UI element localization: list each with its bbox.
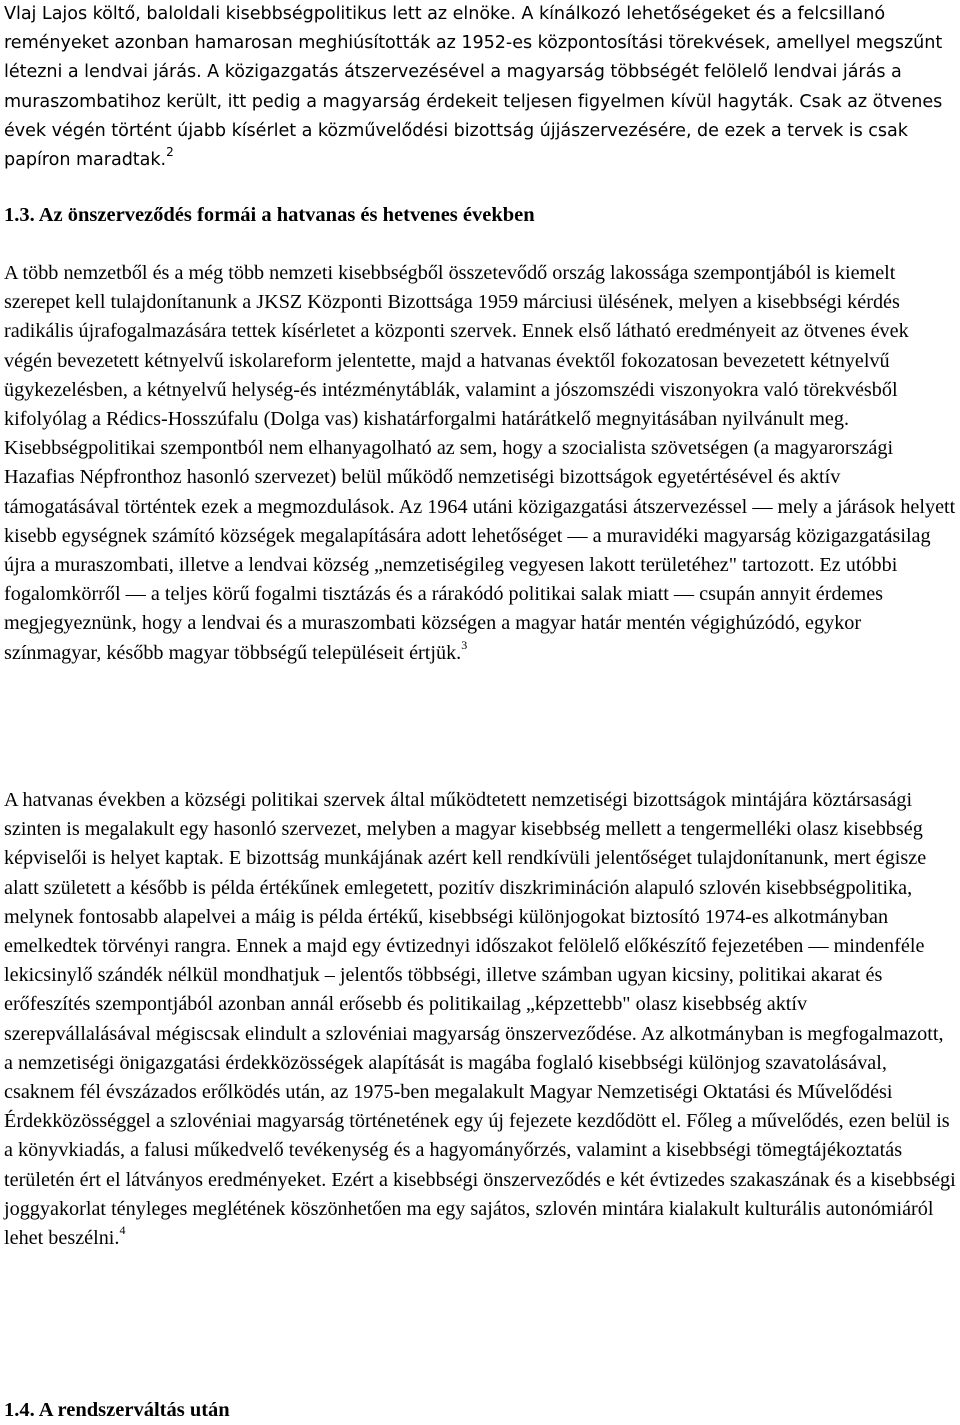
footnote-ref-4: 4 xyxy=(119,1223,126,1238)
paragraph-section-1-3-second xyxy=(4,786,956,1253)
paragraph-section-1-3-second-text: A hatvanas években a községi politikai szervek által működtetett nemzetiségi bizottságok mintájára köztársasági szinten is megalakult egy hasonló szervezet, melyben a magyar kisebbség mellett a tengermelléki olasz kisebbség képviselői is helyet kaptak. E bizottság munkájának azért kell rendkívüli jelentőséget tulajdonítanunk, mert égisze alatt született a később is példa értékűnek emlegetett, pozitív diszkrimináción alapuló szlovén kisebbségpolitika, melynek fontosabb alapelvei a máig is példa értékű, kisebbségi különjogokat biztosító 1974-es alkotmányban emelkedtek törvényi rangra. Ennek a majd egy évtizednyi időszakot felölelő előkészítő fejezetében — mindenféle lekicsinylő szándék nélkül mondhatjuk – jelentős többségi, illetve számban ugyan kicsiny, politikai akarat és erőfeszítés szempontjából azonban annál erősebb és politikailag „képzettebb" olasz kisebbség aktív szerepvállalásával mégiscsak elindult a szlovéniai magyarság önszerveződése. Az alkotmányban is megfogalmazott, a nemzetiségi önigazgatási érdekközösségek alapítását is magába foglaló kisebbségi különjog szavatolásával, csaknem fél évszázados erőlködés után, az 1975-ben megalakult Magyar Nemzetiségi Oktatási és Művelődési Érdekközösséggel a szlovéniai magyarság történetének egy új fejezete kezdődött el. Főleg a művelődés, ezen belül is a könyvkiadás, a falusi műkedvelő tevékenység és a hagyományőrzés, valamint a kisebbségi tömegtájékoztatás területén ért el látványos eredményeket. Ezért a kisebbségi önszerveződés e két évtizedes szakaszának és a kisebbségi joggyakorlat tényleges meglétének köszönhetően ma egy sajátos, szlovén mintára kialakult kulturális autonómiáról lehet beszélni. xyxy=(4,789,956,1250)
footnote-ref-2: 2 xyxy=(166,145,174,160)
paragraph-intro-text: Vlaj Lajos költő, baloldali kisebbségpolitikus lett az elnöke. A kínálkozó lehetőségeket és a felcsillanó reményeket azonban hamarosan meghiúsították az 1952-es központosítási törekvések, amellyel megszűnt létezni a lendvai járás. A közigazgatás átszervezésével a magyarság többségét felölelő lendvai járás a muraszombatihoz került, itt pedig a magyarság érdekeit teljesen figyelmen kívül hagyták. Csak az ötvenes évek végén történt újabb kísérlet a közművelődési bizottság újjászervezésére, de ezek a tervek is csak papíron maradtak. xyxy=(4,4,943,171)
paragraph-section-1-3-first-text: A több nemzetből és a még több nemzeti kisebbségből összetevődő ország lakossága szempontjából is kiemelt szerepet kell tulajdonítanunk a JKSZ Központi Bizottsága 1959 márciusi ülésének, melyen a kisebbségi kérdés radikális újrafogalmazására tettek kísérletet a központi szervek. Ennek első látható eredményeit az ötvenes évek végén bevezetett kétnyelvű iskolareform jelentette, majd a hatvanas évektől fokozatosan bevezetett kétnyelvű ügykezelésben, a kétnyelvű helység-és intézménytáblák, valamint a jószomszédi viszonyokra való törekvésből kifolyólag a Rédics-Hosszúfalu (Dolga vas) kishatárforgalmi határátkelő megnyitásában nyilvánult meg. Kisebbségpolitikai szempontból nem elhanyagolható az sem, hogy a szocialista szövetségen (a magyarországi Hazafias Népfronthoz hasonló szervezet) belül működő nemzetiségi bizottságok egyetértésével és aktív támogatásával történtek ezek a megmozdulások. Az 1964 utáni közigazgatási átszervezéssel — mely a járások helyett kisebb egységnek számító községek megalapítására adott lehetőséget — a muravidéki magyarság közigazgatásilag újra a muraszombati, illetve a lendvai község „nemzetiségileg vegyesen lakott területéhez" tartozott. Ez utóbbi fogalomkörről — a teljes körű fogalmi tisztázás és a rárakódó politikai salak miatt — csupán annyit érdemes megjegyeznünk, hogy a lendvai és a muraszombati községen a magyar határ mentén végighúzódó, egykor színmagyar, később magyar többségű településeit értjük. xyxy=(4,262,956,664)
footnote-ref-3: 3 xyxy=(461,637,468,652)
paragraph-intro xyxy=(4,0,956,175)
paragraph-section-1-3-first xyxy=(4,259,956,668)
section-heading-1-3: 1.3. Az önszerveződés formái a hatvanas és hetvenes években xyxy=(4,204,535,226)
section-heading-1-4: 1.4. A rendszerváltás után xyxy=(4,1399,230,1421)
